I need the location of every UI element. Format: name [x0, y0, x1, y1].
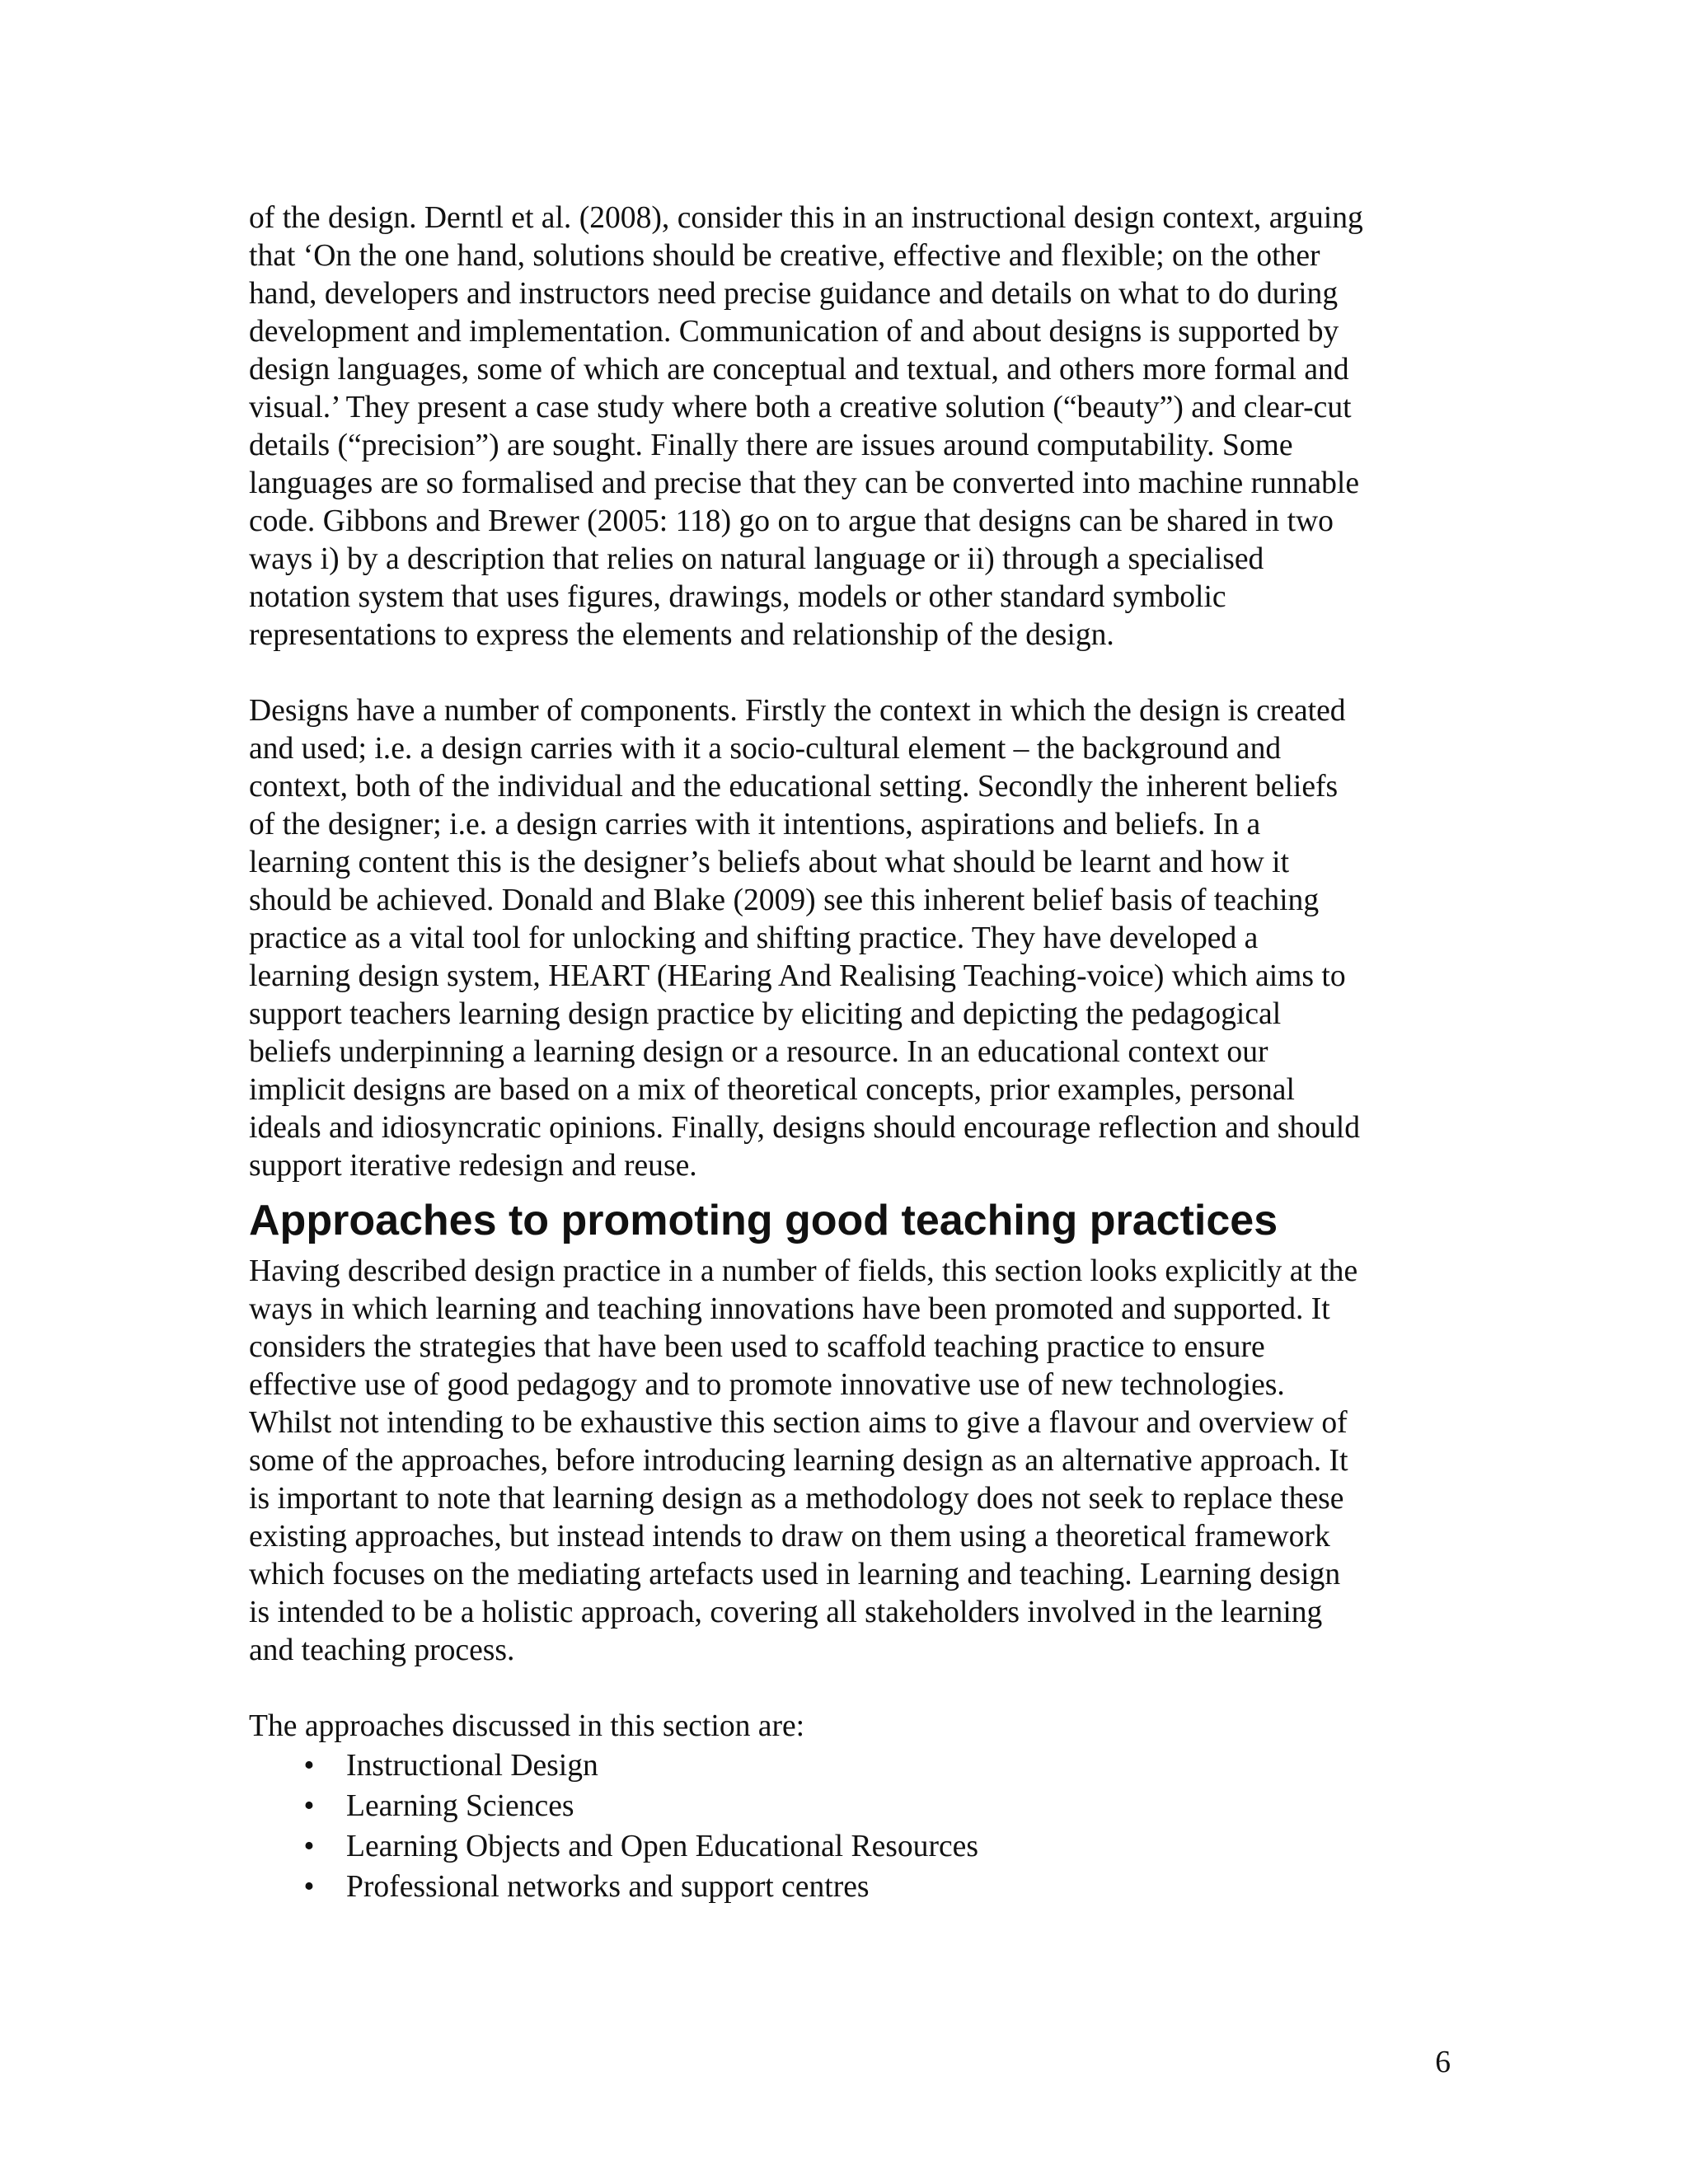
paragraph-spacer — [249, 1670, 1452, 1708]
text-line: representations to express the elements and relationship of the design. — [249, 618, 1114, 652]
text-line: development and implementation. Communication of and about designs is supported by — [249, 315, 1339, 349]
text-line: practice as a vital tool for unlocking and shifting practice. They have developed a — [249, 921, 1259, 955]
text-line: is important to note that learning design as a methodology does not seek to replace these — [249, 1482, 1344, 1516]
list-item — [297, 1786, 1452, 1826]
text-line: is intended to be a holistic approach, covering all stakeholders involved in the learning — [249, 1596, 1323, 1629]
bullet-icon: • — [303, 1830, 315, 1863]
text-line: ideals and idiosyncratic opinions. Finally, designs should encourage reflection and should — [249, 1111, 1361, 1145]
text-line: support teachers learning design practice by eliciting and depicting the pedagogical — [249, 997, 1282, 1031]
text-line: Whilst not intending to be exhaustive this section aims to give a flavour and overview of — [249, 1406, 1348, 1440]
text-line: learning content this is the designer’s beliefs about what should be learnt and how it — [249, 846, 1290, 879]
page-number: 6 — [1435, 2046, 1451, 2079]
text-line: of the designer; i.e. a design carries with it intentions, aspirations and beliefs. In a — [249, 808, 1261, 841]
text-line: design languages, some of which are conceptual and textual, and others more formal and — [249, 353, 1349, 387]
text-line: Designs have a number of components. Firstly the context in which the design is created — [249, 694, 1346, 728]
text-line: visual.’ They present a case study where both a creative solution (“beauty”) and clear-cut — [249, 391, 1352, 424]
text-line: ways i) by a description that relies on natural language or ii) through a specialised — [249, 542, 1264, 576]
list-item-label: Learning Objects and Open Educational Resources — [346, 1830, 978, 1863]
text-line: support iterative redesign and reuse. — [249, 1149, 697, 1183]
text-line: The approaches discussed in this section are: — [249, 1709, 805, 1743]
list-item-label: Learning Sciences — [346, 1789, 574, 1823]
text-line: languages are so formalised and precise that they can be converted into machine runnable — [249, 466, 1360, 500]
text-line: considers the strategies that have been used to scaffold teaching practice to ensure — [249, 1330, 1265, 1364]
list-item-label: Professional networks and support centres — [346, 1870, 870, 1904]
text-line: beliefs underpinning a learning design or a resource. In an educational context our — [249, 1035, 1268, 1069]
text-line: some of the approaches, before introducing learning design as an alternative approach. It — [249, 1444, 1348, 1478]
paragraph-spacer — [249, 654, 1452, 692]
bullet-icon: • — [303, 1749, 315, 1783]
text-line: of the design. Derntl et al. (2008), consider this in an instructional design context, arguing — [249, 201, 1363, 235]
approaches-list — [249, 1746, 1452, 1907]
bullet-icon: • — [303, 1870, 315, 1904]
bullet-icon: • — [303, 1789, 315, 1823]
text-line: notation system that uses figures, drawings, models or other standard symbolic — [249, 580, 1226, 614]
text-line: context, both of the individual and the educational setting. Secondly the inherent beliefs — [249, 770, 1339, 804]
list-item-label: Instructional Design — [346, 1749, 598, 1783]
text-line: effective use of good pedagogy and to promote innovative use of new technologies. — [249, 1368, 1285, 1402]
text-line: Having described design practice in a number of fields, this section looks explicitly at the — [249, 1254, 1358, 1288]
text-line: and teaching process. — [249, 1633, 515, 1667]
text-line: which focuses on the mediating artefacts used in learning and teaching. Learning design — [249, 1558, 1341, 1591]
text-line: should be achieved. Donald and Blake (2009) see this inherent belief basis of teaching — [249, 883, 1320, 917]
list-intro — [249, 1708, 1452, 1746]
text-line: hand, developers and instructors need precise guidance and details on what to do during — [249, 277, 1339, 311]
text-line: ways in which learning and teaching innovations have been promoted and supported. It — [249, 1292, 1330, 1326]
list-item — [297, 1867, 1452, 1907]
text-line: implicit designs are based on a mix of theoretical concepts, prior examples, personal — [249, 1073, 1295, 1107]
text-line: and used; i.e. a design carries with it a socio-cultural element – the background and — [249, 732, 1282, 766]
paragraph-approaches — [249, 1253, 1452, 1670]
paragraph-design-components — [249, 692, 1452, 1185]
list-item — [297, 1826, 1452, 1867]
text-line: existing approaches, but instead intends to draw on them using a theoretical framework — [249, 1520, 1330, 1554]
text-line: details (“precision”) are sought. Finally there are issues around computability. Some — [249, 429, 1293, 462]
text-line: learning design system, HEART (HEaring And Realising Teaching-voice) which aims to — [249, 959, 1346, 993]
list-item — [297, 1746, 1452, 1786]
text-line: that ‘On the one hand, solutions should be creative, effective and flexible; on the other — [249, 239, 1320, 273]
document-page — [249, 199, 1452, 1907]
text-line: code. Gibbons and Brewer (2005: 118) go on to argue that designs can be shared in two — [249, 504, 1334, 538]
paragraph-design-languages — [249, 199, 1452, 654]
section-heading: Approaches to promoting good teaching practices — [249, 1197, 1278, 1244]
